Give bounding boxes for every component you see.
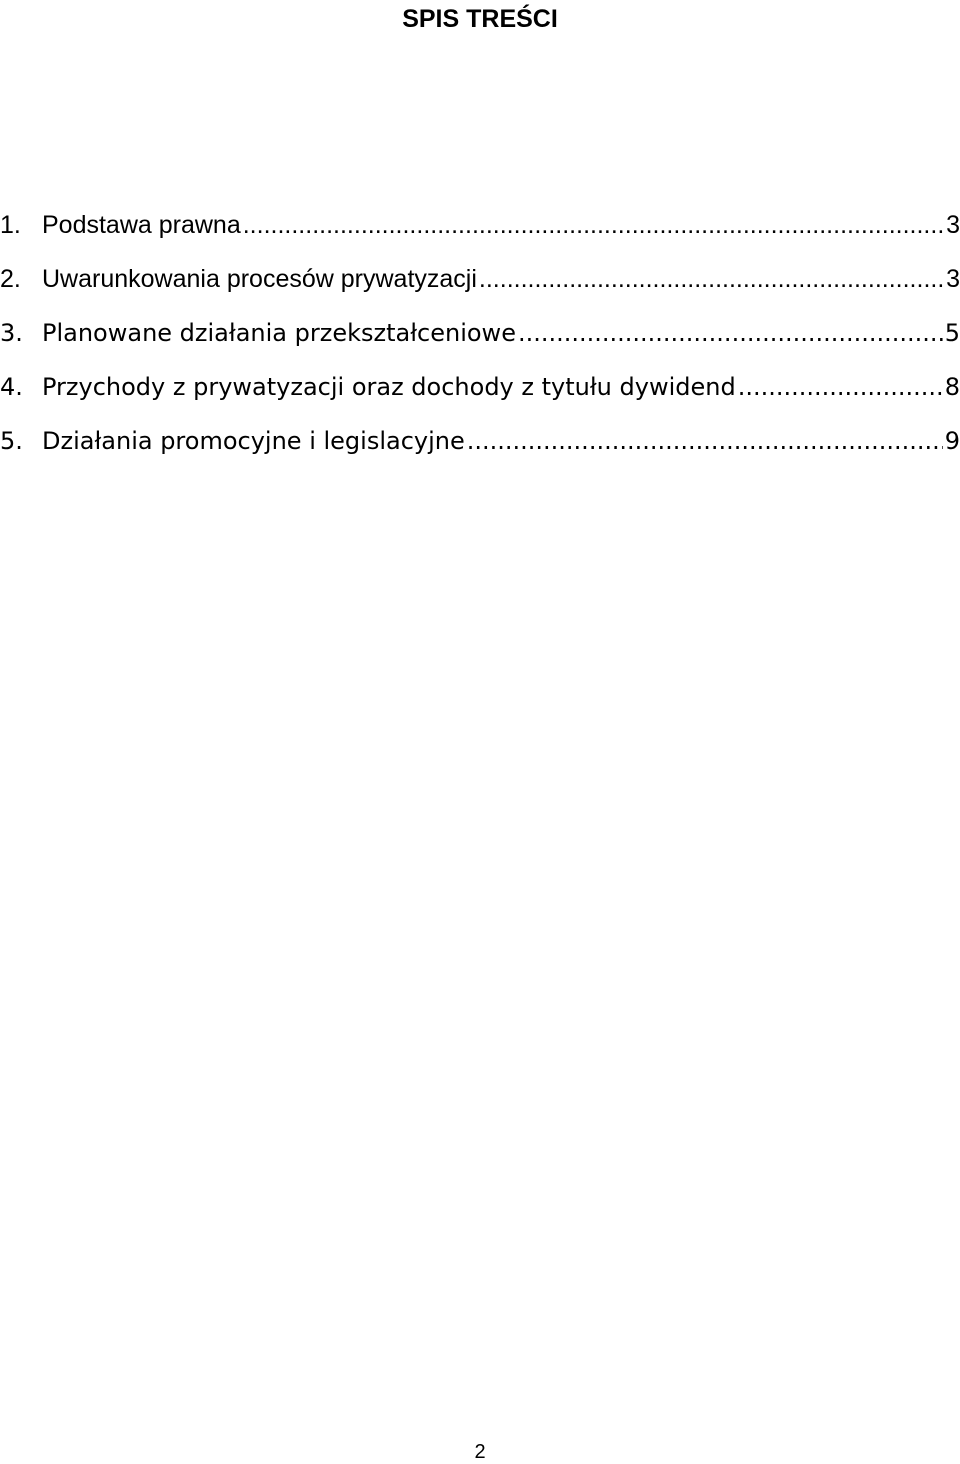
page-number: 2: [474, 1441, 486, 1463]
toc-entry-number: 2.: [0, 265, 21, 293]
toc-entry-page: 5: [944, 319, 960, 347]
toc-entry-text: Planowane działania przekształceniowe: [42, 319, 516, 347]
dot-leader: [738, 368, 943, 406]
dot-leader: [243, 206, 944, 244]
dot-leader: [479, 260, 944, 298]
toc-entry-number: 5.: [0, 427, 23, 455]
toc-entry-page: 3: [946, 265, 960, 293]
toc-entry-number: 4.: [0, 373, 23, 401]
toc-entry-text: Działania promocyjne i legislacyjne: [42, 427, 465, 455]
toc-entry-number: 3.: [0, 319, 23, 347]
toc-entry-dzialania-promocyjne[interactable]: [0, 422, 960, 476]
toc-entry-planowane-dzialania[interactable]: [0, 314, 960, 368]
toc-entry-przychody[interactable]: [0, 368, 960, 422]
toc-entry-podstawa-prawna[interactable]: [0, 206, 960, 260]
toc-entry-uwarunkowania[interactable]: [0, 260, 960, 314]
toc-entry-page: 8: [944, 373, 960, 401]
toc-entry-text: Uwarunkowania procesów prywatyzacji: [42, 265, 477, 293]
table-of-contents: [0, 206, 960, 476]
toc-title: SPIS TREŚCI: [402, 5, 558, 33]
dot-leader: [467, 422, 943, 460]
toc-entry-text: Podstawa prawna: [42, 211, 241, 239]
toc-entry-page: 3: [946, 211, 960, 239]
toc-entry-number: 1.: [0, 211, 21, 239]
toc-entry-page: 9: [944, 427, 960, 455]
dot-leader: [518, 314, 943, 352]
toc-entry-text: Przychody z prywatyzacji oraz dochody z tytułu dywidend: [42, 373, 736, 401]
